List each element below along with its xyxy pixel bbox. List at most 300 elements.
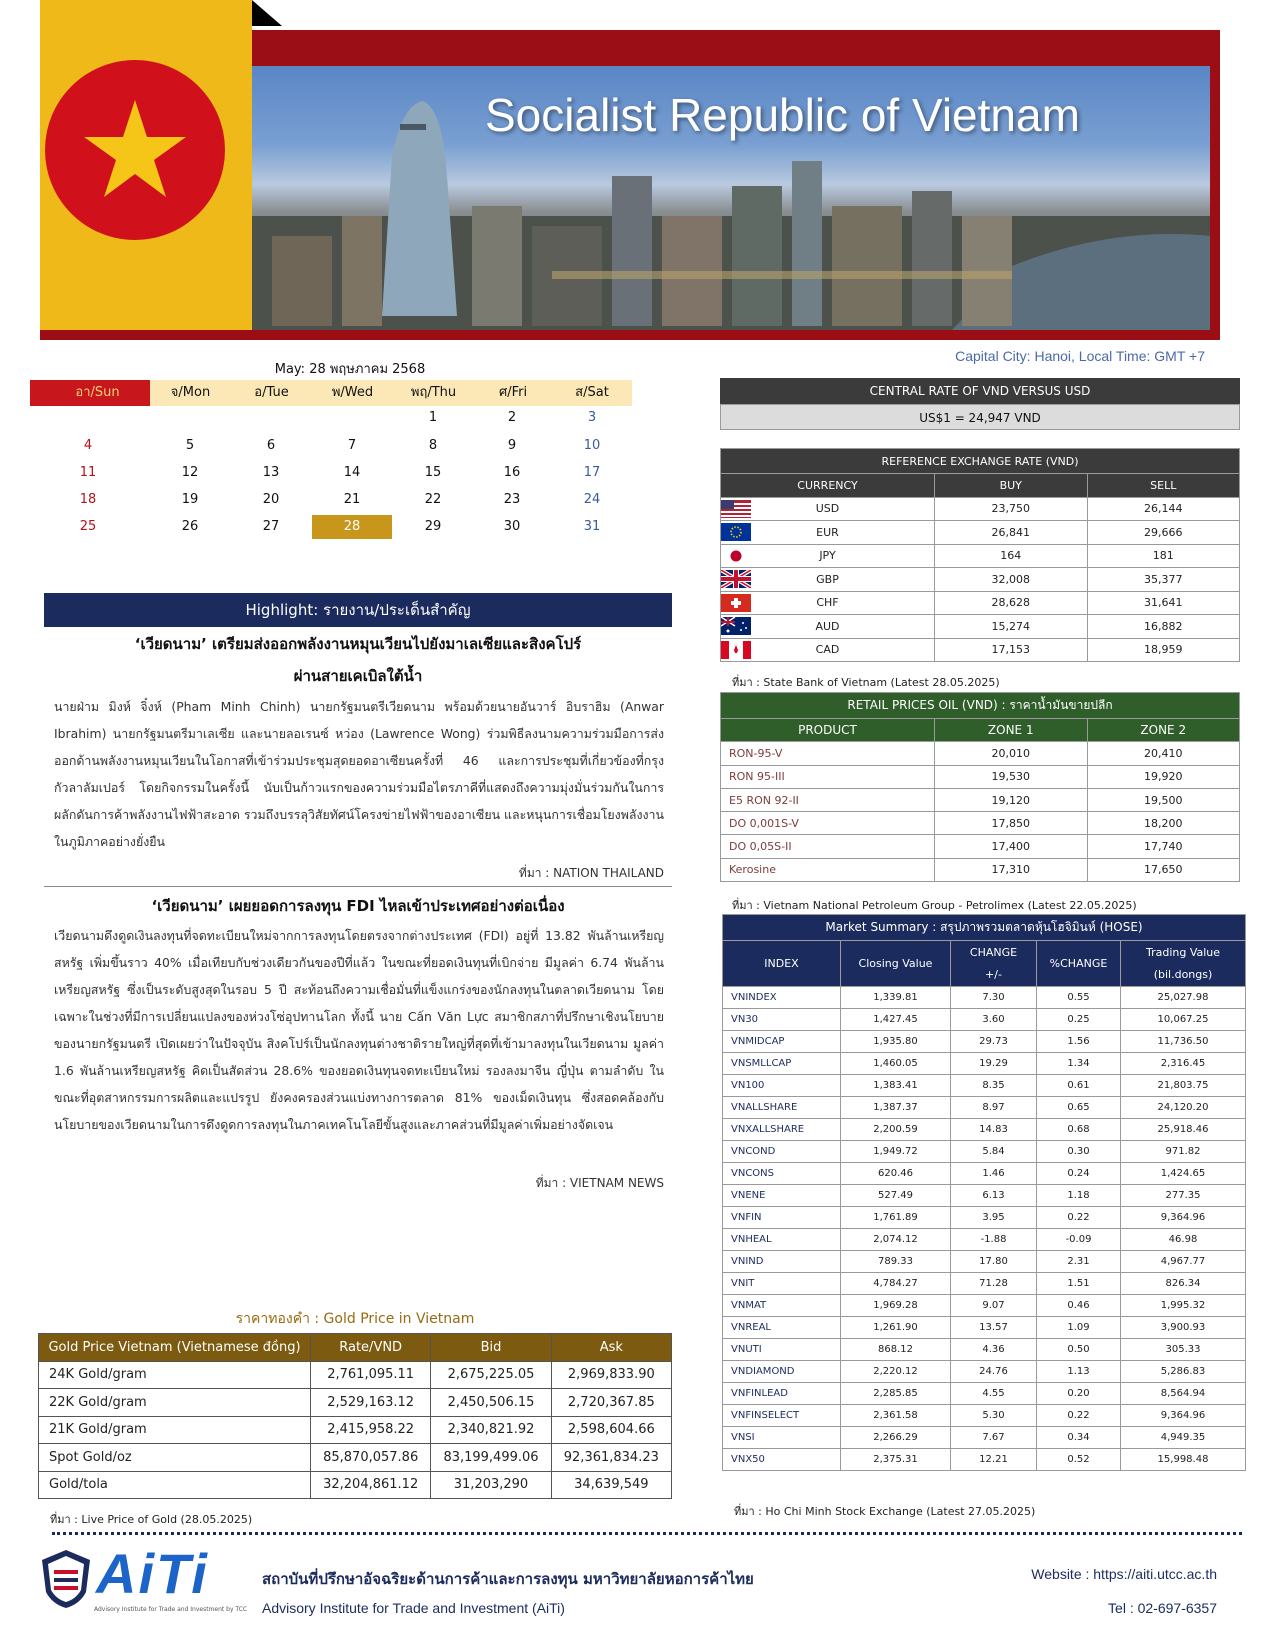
news1-source: ที่มา : NATION THAILAND	[518, 866, 664, 880]
currency-cell	[721, 544, 935, 568]
oil-row	[721, 765, 1240, 788]
market-index: VNCONS	[723, 1163, 841, 1185]
market-row	[723, 1361, 1246, 1383]
market-value: 1.51	[1037, 1273, 1121, 1295]
market-value: 2,285.85	[841, 1383, 951, 1405]
rate-buy: 164	[935, 544, 1088, 568]
exchange-row	[721, 521, 1240, 545]
oil-price: 17,400	[935, 835, 1088, 858]
market-value: 0.22	[1037, 1405, 1121, 1427]
market-row	[723, 1383, 1246, 1405]
gold-value: 85,870,057.86	[311, 1444, 431, 1472]
market-index: VN30	[723, 1009, 841, 1031]
calendar-date: 19	[181, 492, 199, 507]
market-value: 1,387.37	[841, 1097, 951, 1119]
rate-buy: 26,841	[935, 521, 1088, 545]
gold-type: 24K Gold/gram	[39, 1361, 311, 1389]
currency-cell	[721, 521, 935, 545]
market-value: 25,027.98	[1121, 987, 1246, 1009]
aiti-logo-sub: Advisory Institute for Trade and Investment by TCC	[94, 1606, 248, 1613]
market-value: 8.35	[951, 1075, 1037, 1097]
gold-value: 2,450,506.15	[431, 1389, 551, 1417]
calendar-date: 9	[507, 438, 517, 453]
market-row	[723, 987, 1246, 1009]
calendar-date: 12	[181, 465, 199, 480]
calendar-day-header: พฤ/Thu	[393, 380, 474, 406]
calendar-title: May: 28 พฤษภาคม 2568	[274, 362, 426, 377]
gold-price-table	[38, 1333, 672, 1499]
oil-product: DO 0,05S-II	[721, 835, 935, 858]
oil-price: 19,920	[1087, 765, 1240, 788]
gb-flag-icon	[721, 570, 751, 588]
market-value: 826.34	[1121, 1273, 1246, 1295]
capital-city-line: Capital City: Hanoi, Local Time: GMT +7	[955, 348, 1205, 364]
gold-header-cell: Gold Price Vietnam (Vietnamese đồng)	[39, 1334, 311, 1362]
calendar-date: 14	[343, 465, 361, 480]
oil-price: 20,010	[935, 742, 1088, 765]
calendar-date: 20	[262, 492, 280, 507]
calendar-date: 13	[262, 465, 280, 480]
oil-product: E5 RON 92-II	[721, 788, 935, 811]
market-value: 1,969.28	[841, 1295, 951, 1317]
market-title: Market Summary : สรุปภาพรวมตลาดหุ้นโฮจิมินห์ (HOSE)	[723, 915, 1246, 941]
gold-value: 34,639,549	[551, 1471, 671, 1499]
gold-value: 2,598,604.66	[551, 1416, 671, 1444]
market-row	[723, 1405, 1246, 1427]
market-value: 0.20	[1037, 1383, 1121, 1405]
news1-title-line2: ผ่านสายเคเบิลใต้น้ำ	[293, 667, 423, 685]
gold-row	[39, 1444, 672, 1472]
market-row	[723, 1449, 1246, 1471]
news1-body: นายฝ่าม มิงห์ จิ๋งห์ (Pham Minh Chinh) นายกรัฐมนตรีเวียดนาม พร้อมด้วยนายอันวาร์ อิบราฮิม (Anwar Ibrahim) นายกรัฐมนตรีมาเลเซีย และนายลอเรนซ์ หว่อง (Lawrence Wong) ร่วมพิธีลงนามความร่วมมือการส่งออกด้านพลังงานหมุนเวียนในโอกาสที่เข้าร่วมประชุมสุดยอดอาเซียนครั้งที่ 46 และการประชุมที่เกี่ยวข้องที่กรุงกัวลาลัมเปอร์ โดยกิจกรรมในครั้งนี้ นับเป็นก้าวแรกของความร่วมมือไตรภาคีที่แสดงถึงความมุ่งมั่นร่วมกันในการผลักดันการค้าพลังงานไฟฟ้าสะอาด รวมถึงบรรลุวิสัยทัศน์โครงข่ายไฟฟ้าของอาเซียน และหนุนการเชื่อมโยงพลังงานในภูมิภาคอย่างยั่งยืน	[54, 699, 664, 849]
gold-row	[39, 1361, 672, 1389]
market-value: 1,383.41	[841, 1075, 951, 1097]
rate-buy: 23,750	[935, 497, 1088, 521]
oil-row	[721, 788, 1240, 811]
gold-header-cell: Ask	[551, 1334, 671, 1362]
calendar-date: 26	[181, 519, 199, 534]
market-value: 1,339.81	[841, 987, 951, 1009]
market-index: VNX50	[723, 1449, 841, 1471]
calendar-date: 5	[185, 438, 195, 453]
market-value: 12.21	[951, 1449, 1037, 1471]
gold-value: 92,361,834.23	[551, 1444, 671, 1472]
market-value: 46.98	[1121, 1229, 1246, 1251]
market-value: 0.30	[1037, 1141, 1121, 1163]
calendar-today: 28	[312, 515, 392, 539]
market-index: VNMIDCAP	[723, 1031, 841, 1053]
calendar-day-header: จ/Mon	[150, 380, 231, 406]
market-value: 0.46	[1037, 1295, 1121, 1317]
market-value: 9.07	[951, 1295, 1037, 1317]
flag-panel	[40, 0, 252, 330]
calendar-date: 17	[583, 465, 601, 480]
oil-price: 17,310	[935, 858, 1088, 881]
market-index: VNSI	[723, 1427, 841, 1449]
gold-value: 2,529,163.12	[311, 1389, 431, 1417]
market-value: 2,361.58	[841, 1405, 951, 1427]
calendar-date: 16	[503, 465, 521, 480]
market-index: VNINDEX	[723, 987, 841, 1009]
market-row	[723, 1273, 1246, 1295]
ch-flag-icon	[721, 594, 751, 612]
market-value: 277.35	[1121, 1185, 1246, 1207]
gold-type: Spot Gold/oz	[39, 1444, 311, 1472]
market-row	[723, 1031, 1246, 1053]
market-index: VNFIN	[723, 1207, 841, 1229]
market-value: 24,120.20	[1121, 1097, 1246, 1119]
oil-product: Kerosine	[721, 858, 935, 881]
market-row	[723, 1207, 1246, 1229]
eu-flag-icon	[721, 523, 751, 541]
corner-decoration	[252, 0, 282, 26]
mkt-head-change-l2: +/-	[985, 967, 1002, 981]
au-flag-icon	[721, 617, 751, 635]
market-value: 24.76	[951, 1361, 1037, 1383]
highlight-heading: Highlight: รายงาน/ประเด็นสำคัญ	[44, 593, 672, 627]
currency-code: JPY	[819, 549, 836, 563]
market-value: 6.13	[951, 1185, 1037, 1207]
market-value: 1,424.65	[1121, 1163, 1246, 1185]
market-value: 971.82	[1121, 1141, 1246, 1163]
market-index: VNIND	[723, 1251, 841, 1273]
oil-product: DO 0,001S-V	[721, 812, 935, 835]
currency-cell	[721, 638, 935, 662]
market-value: 1,949.72	[841, 1141, 951, 1163]
calendar-date: 18	[79, 492, 97, 507]
calendar-date: 4	[83, 438, 93, 453]
org-name-th: สถาบันที่ปรึกษาอัจฉริยะด้านการค้าและการลงทุน มหาวิทยาลัยหอการค้าไทย	[262, 1570, 754, 1588]
market-value: 1.34	[1037, 1053, 1121, 1075]
oil-title: RETAIL PRICES OIL (VND) : ราคาน้ำมันขายปลีก	[721, 693, 1240, 719]
calendar-day-header: พ/Wed	[312, 380, 393, 406]
gold-row	[39, 1389, 672, 1417]
market-index: VNREAL	[723, 1317, 841, 1339]
market-row	[723, 1141, 1246, 1163]
market-value: 7.30	[951, 987, 1037, 1009]
market-row	[723, 1251, 1246, 1273]
exchange-rate-table	[720, 448, 1240, 662]
market-value: 2.31	[1037, 1251, 1121, 1273]
oil-header-cell: PRODUCT	[721, 719, 935, 742]
market-value: 4.36	[951, 1339, 1037, 1361]
news2-source: ที่มา : VIETNAM NEWS	[535, 1176, 664, 1190]
market-value: 1,761.89	[841, 1207, 951, 1229]
gold-value: 2,675,225.05	[431, 1361, 551, 1389]
market-value: 9,364.96	[1121, 1405, 1246, 1427]
market-value: 71.28	[951, 1273, 1037, 1295]
website-link[interactable]: Website : https://aiti.utcc.ac.th	[1031, 1566, 1217, 1582]
gold-type: Gold/tola	[39, 1471, 311, 1499]
market-index: VNMAT	[723, 1295, 841, 1317]
rate-sell: 26,144	[1087, 497, 1240, 521]
market-value: 9,364.96	[1121, 1207, 1246, 1229]
calendar-date: 3	[587, 410, 597, 425]
gold-type: 22K Gold/gram	[39, 1389, 311, 1417]
market-value: 0.25	[1037, 1009, 1121, 1031]
currency-cell	[721, 591, 935, 615]
market-value: 4.55	[951, 1383, 1037, 1405]
market-index: VNIT	[723, 1273, 841, 1295]
market-value: 0.34	[1037, 1427, 1121, 1449]
market-index: VNFINLEAD	[723, 1383, 841, 1405]
market-row	[723, 1339, 1246, 1361]
us-flag-icon	[721, 500, 751, 518]
market-index: VNSMLLCAP	[723, 1053, 841, 1075]
market-value: 1,995.32	[1121, 1295, 1246, 1317]
oil-price: 20,410	[1087, 742, 1240, 765]
calendar-date: 29	[424, 519, 442, 534]
market-value: 29.73	[951, 1031, 1037, 1053]
currency-code: USD	[815, 502, 840, 516]
market-value: 11,736.50	[1121, 1031, 1246, 1053]
market-row	[723, 1075, 1246, 1097]
gold-row	[39, 1471, 672, 1499]
calendar-date: 11	[79, 465, 97, 480]
mkt-head-change	[951, 941, 1037, 987]
exchange-row	[721, 544, 1240, 568]
market-value: 4,967.77	[1121, 1251, 1246, 1273]
calendar-day-header: อ/Tue	[231, 380, 312, 406]
gold-type: 21K Gold/gram	[39, 1416, 311, 1444]
market-value: 868.12	[841, 1339, 951, 1361]
oil-row	[721, 835, 1240, 858]
oil-price: 18,200	[1087, 812, 1240, 835]
calendar-date: 2	[507, 410, 517, 425]
oil-header-cell: ZONE 1	[935, 719, 1088, 742]
calendar-date: 31	[583, 519, 601, 534]
gold-value: 2,340,821.92	[431, 1416, 551, 1444]
oil-price-table	[720, 692, 1240, 882]
exchange-row	[721, 497, 1240, 521]
aiti-shield-icon	[40, 1548, 92, 1610]
market-row	[723, 1295, 1246, 1317]
gold-value: 32,204,861.12	[311, 1471, 431, 1499]
mkt-head-trading-l1: Trading Value	[1145, 945, 1221, 959]
mkt-head-trading-l2: (bil.dongs)	[1153, 967, 1213, 981]
market-value: 1,935.80	[841, 1031, 951, 1053]
calendar-date: 23	[503, 492, 521, 507]
market-value: -0.09	[1037, 1229, 1121, 1251]
calendar-date: 25	[79, 519, 97, 534]
market-value: 0.61	[1037, 1075, 1121, 1097]
calendar-date: 27	[262, 519, 280, 534]
oil-row	[721, 742, 1240, 765]
gold-title: ราคาทองคำ : Gold Price in Vietnam	[235, 1311, 475, 1327]
market-value: 1.18	[1037, 1185, 1121, 1207]
rate-sell: 181	[1087, 544, 1240, 568]
page-title: Socialist Republic of Vietnam	[485, 89, 1080, 141]
market-value: 1,427.45	[841, 1009, 951, 1031]
market-value: 25,918.46	[1121, 1119, 1246, 1141]
market-value: 7.67	[951, 1427, 1037, 1449]
oil-price: 17,850	[935, 812, 1088, 835]
market-row	[723, 1097, 1246, 1119]
market-row	[723, 1229, 1246, 1251]
market-value: 0.68	[1037, 1119, 1121, 1141]
rate-sell: 35,377	[1087, 568, 1240, 592]
currency-code: GBP	[816, 572, 839, 586]
calendar-day-header: ศ/Fri	[474, 380, 552, 406]
rate-sell: 16,882	[1087, 615, 1240, 639]
mkt-head-pct: %CHANGE	[1037, 941, 1121, 987]
news-divider	[44, 886, 672, 887]
currency-code: CAD	[815, 643, 840, 657]
rate-buy: 15,274	[935, 615, 1088, 639]
oil-product: RON-95-V	[721, 742, 935, 765]
market-value: 1.56	[1037, 1031, 1121, 1053]
telephone: Tel : 02-697-6357	[1108, 1600, 1217, 1616]
oil-price: 19,500	[1087, 788, 1240, 811]
currency-code: AUD	[815, 619, 840, 633]
market-value: 2,375.31	[841, 1449, 951, 1471]
oil-price: 17,740	[1087, 835, 1240, 858]
market-index: VNENE	[723, 1185, 841, 1207]
market-value: 0.22	[1037, 1207, 1121, 1229]
gold-header-cell: Rate/VND	[311, 1334, 431, 1362]
rate-sell: 18,959	[1087, 638, 1240, 662]
oil-row	[721, 858, 1240, 881]
calendar-day-header: ส/Sat	[552, 380, 632, 406]
rate-sell: 29,666	[1087, 521, 1240, 545]
news1-title-line1: ‘เวียดนาม’ เตรียมส่งออกพลังงานหมุนเวียนไปยังมาเลเซียและสิงคโปร์	[134, 635, 582, 653]
footer-divider	[52, 1532, 1242, 1535]
calendar-day-header: อา/Sun	[30, 380, 165, 406]
market-value: 17.80	[951, 1251, 1037, 1273]
jp-flag-icon	[721, 547, 751, 565]
market-value: 0.24	[1037, 1163, 1121, 1185]
market-value: 305.33	[1121, 1339, 1246, 1361]
market-index: VNALLSHARE	[723, 1097, 841, 1119]
market-index: VNUTI	[723, 1339, 841, 1361]
market-row	[723, 1009, 1246, 1031]
market-value: 1.46	[951, 1163, 1037, 1185]
exchange-title: REFERENCE EXCHANGE RATE (VND)	[721, 449, 1240, 474]
market-value: 14.83	[951, 1119, 1037, 1141]
market-index: VNDIAMOND	[723, 1361, 841, 1383]
market-value: 3.95	[951, 1207, 1037, 1229]
gold-header-cell: Bid	[431, 1334, 551, 1362]
exchange-row	[721, 591, 1240, 615]
news2-body: เวียดนามดึงดูดเงินลงทุนที่จดทะเบียนใหม่จากการลงทุนโดยตรงจากต่างประเทศ (FDI) อยู่ที่ 13.82 พันล้านเหรียญสหรัฐ เพิ่มขึ้นราว 40% เมื่อเทียบกับช่วงเดียวกันของปีที่แล้ว ในขณะที่ยอดเงินทุนที่เบิกจ่าย มีมูลค่า 6.74 พันล้านเหรียญสหรัฐ ซึ่งเป็นระดับสูงสุดในรอบ 5 ปี สะท้อนถึงความเชื่อมั่นที่แข็งแกร่งของนักลงทุนในตลาดเวียดนาม โดยเฉพาะในช่วงที่มีการเปลี่ยนแปลงของห่วงโซ่อุปทานโลก ทั้งนี้ นาย Cấn Văn Lực สมาชิกสภาที่ปรึกษาเชิงนโยบายของนายกรัฐมนตรี เปิดเผยว่าในปัจจุบัน สิงคโปร์เป็นนักลงทุนต่างชาติรายใหญ่ที่สุดที่เข้ามาลงทุนในเวียดนาม มูลค่า 1.6 พันล้านเหรียญสหรัฐ คิดเป็นสัดส่วน 28.6% ของยอดเงินทุนจดทะเบียนใหม่ รองลงมาจีน ญี่ปุ่น ตามลำดับ ในขณะที่อุตสาหกรรมการผลิตและแปรรูป ยังคงครองส่วนแบ่งทางการตลาด 81% ของเม็ดเงินทุน ซึ่งสอดคล้องกับนโยบายของเวียดนามในการดึงดูดการลงทุนในภาคเทคโนโลยีขั้นสูงและภาคส่วนที่มีมูลค่าเพิ่มอย่างจัดเจน	[54, 928, 664, 1132]
aiti-logo: AiTi	[96, 1542, 209, 1605]
mkt-head-change-l1: CHANGE	[969, 945, 1018, 959]
exchange-header-cell: CURRENCY	[721, 474, 935, 498]
central-rate-title: CENTRAL RATE OF VND VERSUS USD	[720, 378, 1240, 404]
gold-value: 31,203,290	[431, 1471, 551, 1499]
currency-cell	[721, 615, 935, 639]
market-value: 2,220.12	[841, 1361, 951, 1383]
calendar-date: 7	[347, 438, 357, 453]
gold-source: ที่มา : Live Price of Gold (28.05.2025)	[50, 1513, 253, 1526]
market-value: 2,266.29	[841, 1427, 951, 1449]
calendar-date: 1	[428, 410, 438, 425]
calendar-date: 6	[266, 438, 276, 453]
market-value: 1,460.05	[841, 1053, 951, 1075]
rate-buy: 17,153	[935, 638, 1088, 662]
market-value: 620.46	[841, 1163, 951, 1185]
central-rate-value: US$1 = 24,947 VND	[720, 404, 1240, 430]
news2-title: ‘เวียดนาม’ เผยยอดการลงทุน FDI ไหลเข้าประเทศอย่างต่อเนื่อง	[151, 897, 565, 915]
exchange-row	[721, 638, 1240, 662]
market-value: 15,998.48	[1121, 1449, 1246, 1471]
market-row	[723, 1427, 1246, 1449]
market-row	[723, 1317, 1246, 1339]
gold-value: 2,969,833.90	[551, 1361, 671, 1389]
gold-value: 2,415,958.22	[311, 1416, 431, 1444]
market-value: 19.29	[951, 1053, 1037, 1075]
market-value: 527.49	[841, 1185, 951, 1207]
market-value: 2,200.59	[841, 1119, 951, 1141]
market-value: 0.55	[1037, 987, 1121, 1009]
oil-product: RON 95-III	[721, 765, 935, 788]
exchange-header-cell: BUY	[935, 474, 1088, 498]
exchange-header-cell: SELL	[1087, 474, 1240, 498]
market-value: 2,074.12	[841, 1229, 951, 1251]
gold-value: 2,761,095.11	[311, 1361, 431, 1389]
oil-header-cell: ZONE 2	[1087, 719, 1240, 742]
gold-row	[39, 1416, 672, 1444]
market-row	[723, 1119, 1246, 1141]
market-row	[723, 1053, 1246, 1075]
mkt-head-index: INDEX	[723, 941, 841, 987]
market-value: 4,784.27	[841, 1273, 951, 1295]
market-value: 8.97	[951, 1097, 1037, 1119]
market-value: 21,803.75	[1121, 1075, 1246, 1097]
market-row	[723, 1163, 1246, 1185]
ca-flag-icon	[721, 641, 751, 659]
market-value: 0.52	[1037, 1449, 1121, 1471]
market-value: 3,900.93	[1121, 1317, 1246, 1339]
calendar-date: 21	[343, 492, 361, 507]
currency-cell	[721, 497, 935, 521]
market-value: 5.84	[951, 1141, 1037, 1163]
oil-price: 19,120	[935, 788, 1088, 811]
market-summary-table	[722, 914, 1246, 1471]
market-value: 8,564.94	[1121, 1383, 1246, 1405]
rate-buy: 32,008	[935, 568, 1088, 592]
vietnam-flag-emblem	[40, 0, 252, 330]
market-index: VNHEAL	[723, 1229, 841, 1251]
gold-value: 2,720,367.85	[551, 1389, 671, 1417]
market-value: 5.30	[951, 1405, 1037, 1427]
market-index: VNFINSELECT	[723, 1405, 841, 1427]
market-value: 10,067.25	[1121, 1009, 1246, 1031]
exchange-source: ที่มา : State Bank of Vietnam (Latest 28.05.2025)	[732, 676, 1000, 689]
market-value: 1.09	[1037, 1317, 1121, 1339]
currency-code: CHF	[816, 596, 839, 610]
market-value: 3.60	[951, 1009, 1037, 1031]
gold-value: 83,199,499.06	[431, 1444, 551, 1472]
exchange-row	[721, 568, 1240, 592]
market-value: 1.13	[1037, 1361, 1121, 1383]
org-name-en: Advisory Institute for Trade and Investment (AiTi)	[262, 1600, 565, 1616]
oil-source: ที่มา : Vietnam National Petroleum Group - Petrolimex (Latest 22.05.2025)	[732, 899, 1137, 912]
currency-cell	[721, 568, 935, 592]
exchange-row	[721, 615, 1240, 639]
market-source: ที่มา : Ho Chi Minh Stock Exchange (Latest 27.05.2025)	[734, 1505, 1036, 1518]
market-value: 5,286.83	[1121, 1361, 1246, 1383]
market-value: 0.50	[1037, 1339, 1121, 1361]
rate-sell: 31,641	[1087, 591, 1240, 615]
mkt-head-trading	[1121, 941, 1246, 987]
market-value: 13.57	[951, 1317, 1037, 1339]
market-index: VN100	[723, 1075, 841, 1097]
calendar-date: 30	[503, 519, 521, 534]
mkt-head-closing: Closing Value	[841, 941, 951, 987]
market-value: -1.88	[951, 1229, 1037, 1251]
market-value: 1,261.90	[841, 1317, 951, 1339]
